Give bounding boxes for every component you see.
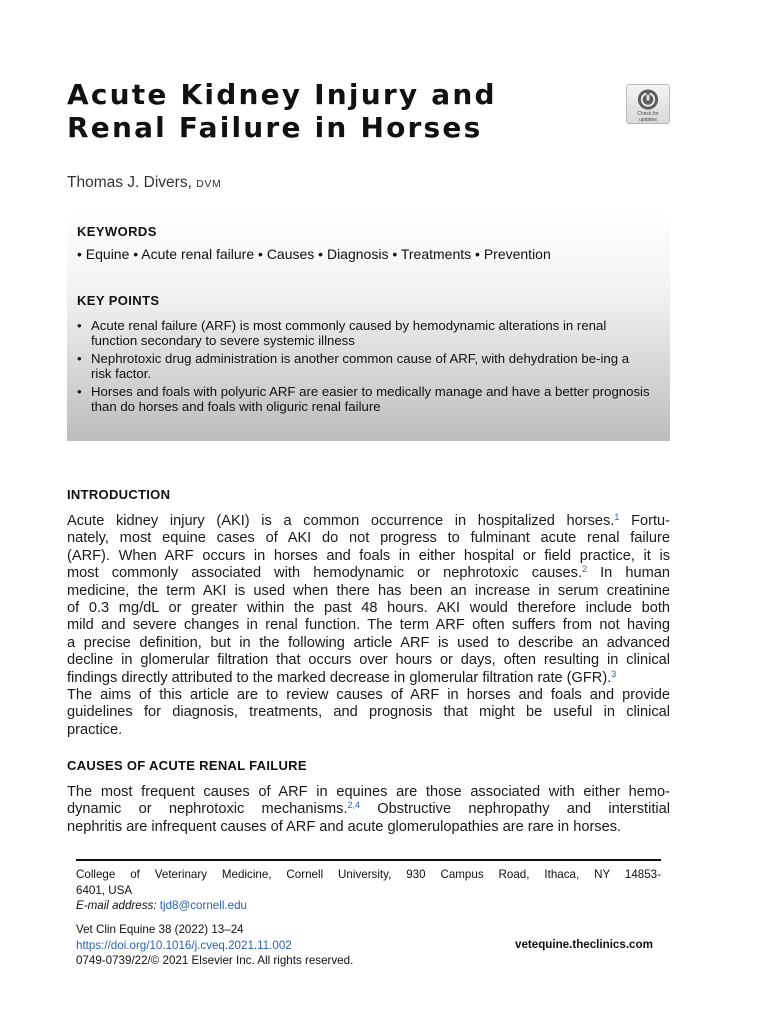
text-line: guidelines for diagnosis, treatments, and prognosis that might be useful in clinical [67, 704, 670, 721]
text-line: mild and severe changes in renal function. The term ARF often suffers from not having [67, 617, 670, 634]
affiliation-line: 6401, USA [76, 883, 133, 897]
citation-block [76, 922, 353, 969]
check-for-updates-icon [636, 88, 660, 111]
affiliation [76, 867, 661, 914]
key-points-heading: KEY POINTS [77, 293, 160, 308]
affiliation-line: College of Veterinary Medicine, Cornell University, 930 Campus Road, Ithaca, NY 14853- [76, 868, 661, 881]
text-line: decline in glomerular filtration that occurs over hours or days, often resulting in clinical [67, 652, 670, 669]
text-line: medicine, the term AKI is used when there has been an increase in serum creatinine [67, 582, 670, 599]
email-line [76, 898, 661, 914]
copyright-notice: 0749-0739/22/© 2021 Elsevier Inc. All rights reserved. [76, 954, 354, 967]
introduction-paragraph [67, 513, 670, 739]
text-line: a precise definition, but in the following article ARF is used to describe an advanced [67, 634, 670, 651]
key-points-list [77, 319, 652, 418]
citation-link[interactable]: 2 [582, 564, 588, 575]
keywords-list: • Equine • Acute renal failure • Causes • Diagnosis • Treatments • Prevention [77, 246, 551, 262]
text-line [67, 565, 670, 582]
badge-text-2: updates [639, 116, 657, 123]
text-line: (ARF). When ARF occurs in horses and foals in either hospital or field practice, it is [67, 547, 670, 564]
email-label: E-mail address: [76, 899, 157, 912]
journal-citation: Vet Clin Equine 38 (2022) 13–24 [76, 923, 244, 936]
article-title [67, 78, 587, 144]
keywords-heading: KEYWORDS [77, 224, 157, 239]
text-line: of 0.3 mg/dL or greater within the past 48 hours. AKI would therefore include both [67, 599, 670, 616]
doi-link[interactable]: https://doi.org/10.1016/j.cveq.2021.11.002 [76, 938, 292, 952]
keywords-box [67, 211, 670, 441]
text-segment: In human [587, 565, 670, 582]
text-line: nately, most equine cases of AKI do not progress to fulminant acute renal failure [67, 530, 670, 547]
causes-paragraph [67, 784, 670, 836]
article-title-line-2: Renal Failure in Horses [67, 111, 483, 144]
text-line: The aims of this article are to review causes of ARF in horses and foals and provide [67, 686, 670, 703]
citation-link[interactable]: 3 [611, 668, 617, 679]
footer-divider [76, 859, 661, 861]
email-link[interactable]: tjd8@cornell.edu [159, 899, 247, 912]
text-line: The most frequent causes of ARF in equines are those associated with either hemo- [67, 784, 670, 800]
causes-heading: CAUSES OF ACUTE RENAL FAILURE [67, 758, 307, 773]
text-segment: dynamic or nephrotoxic mechanisms. [67, 801, 348, 818]
text-segment: Fortu- [619, 513, 670, 529]
citation-link[interactable]: 1 [614, 512, 620, 522]
text-segment: Obstructive nephropathy and interstitial [360, 801, 670, 818]
citation-link[interactable]: 2,4 [347, 800, 361, 811]
introduction-heading: INTRODUCTION [67, 487, 171, 502]
text-line [67, 801, 670, 818]
text-line [67, 670, 670, 687]
badge-text-1: Check for [637, 111, 659, 117]
text-line: nephritis are infrequent causes of ARF and acute glomerulopathies are rare in horses. [67, 818, 622, 835]
check-for-updates-label [637, 112, 658, 123]
author-name: Thomas J. Divers, [67, 174, 192, 191]
text-segment: findings directly attributed to the marked decrease in glomerular filtration rate (GFR). [67, 669, 612, 686]
text-segment: most commonly associated with hemodynamic or nephrotoxic causes. [67, 565, 583, 582]
author-line [67, 174, 221, 192]
text-segment: Acute kidney injury (AKI) is a common occurrence in hospitalized horses. [67, 513, 615, 529]
key-point-item: • Nephrotoxic drug administration is another common cause of ARF, with dehydration be-ing a risk factor. [77, 352, 652, 381]
article-title-line-1: Acute Kidney Injury and [67, 78, 497, 111]
text-line: practice. [67, 721, 123, 738]
key-point-item: • Acute renal failure (ARF) is most commonly caused by hemodynamic alterations in renal function secondary to severe systemic illness [77, 319, 652, 348]
text-line [67, 513, 670, 530]
key-point-item: • Horses and foals with polyuric ARF are easier to medically manage and have a better prognosis than do horses and foals with oliguric renal failure [77, 385, 652, 414]
author-degree: DVM [196, 178, 222, 190]
journal-website[interactable]: vetequine.theclinics.com [515, 938, 653, 951]
check-for-updates-badge[interactable] [626, 84, 670, 124]
